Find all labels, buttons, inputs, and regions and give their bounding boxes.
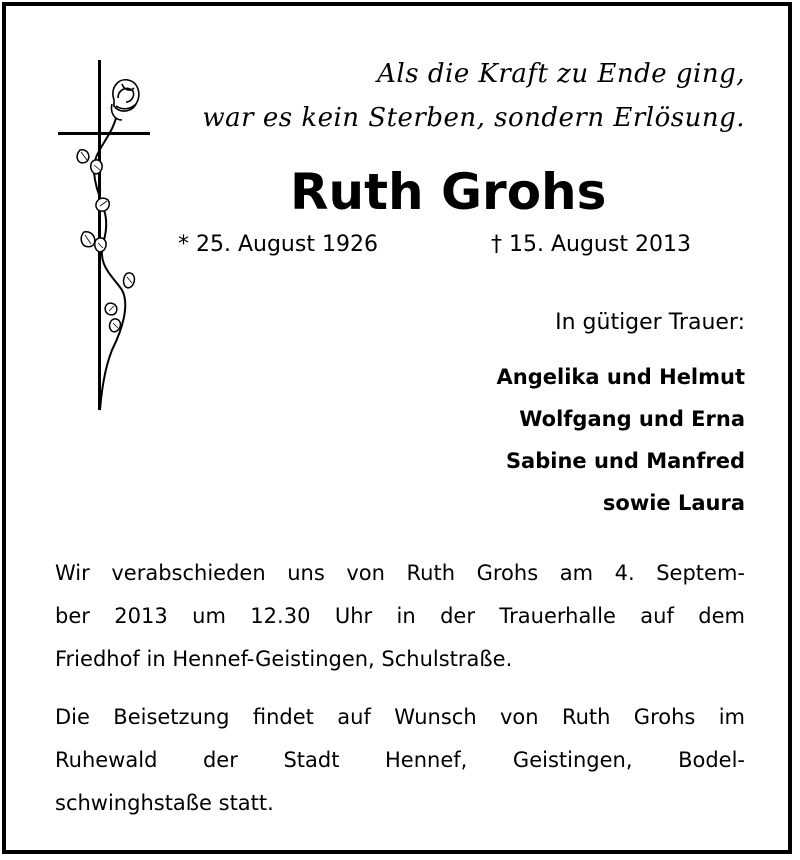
deceased-name: Ruth Grohs: [290, 163, 607, 221]
paragraph-line: Ruhewald der Stadt Hennef, Geistingen, Bodel-: [55, 748, 745, 772]
paragraph-line: schwinghstaße statt.: [55, 791, 274, 815]
mourners-list: [497, 356, 745, 524]
farewell-paragraph: [55, 552, 745, 681]
mourner-name: Angelika und Helmut: [496, 365, 745, 389]
mourner-name: sowie Laura: [602, 491, 745, 515]
motto-line-2: war es kein Sterben, sondern Erlösung.: [202, 103, 745, 133]
burial-paragraph: [55, 696, 745, 825]
mourner-name: Wolfgang und Erna: [519, 407, 745, 431]
death-date: † 15. August 2013: [491, 232, 691, 257]
motto: [202, 52, 745, 140]
cross-with-rose-icon: [52, 60, 162, 420]
paragraph-line: Friedhof in Hennef-Geistingen, Schulstraße.: [55, 647, 513, 671]
mourners-heading: In gütiger Trauer:: [555, 310, 745, 335]
motto-line-1: Als die Kraft zu Ende ging,: [377, 59, 745, 89]
paragraph-line: Wir verabschieden uns von Ruth Grohs am 4. Septem-: [55, 561, 745, 585]
paragraph-line: ber 2013 um 12.30 Uhr in der Trauerhalle auf dem: [55, 604, 745, 628]
mourner-name: Sabine und Manfred: [505, 449, 745, 473]
birth-date: * 25. August 1926: [178, 232, 378, 257]
paragraph-line: Die Beisetzung findet auf Wunsch von Ruth Grohs im: [55, 705, 745, 729]
